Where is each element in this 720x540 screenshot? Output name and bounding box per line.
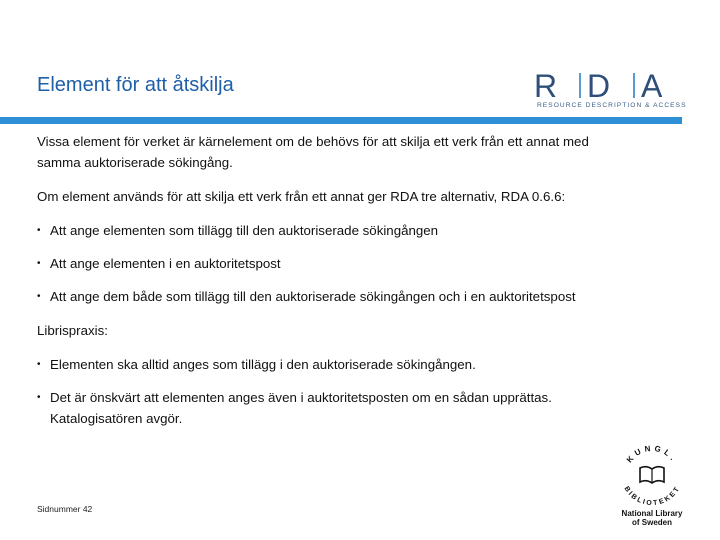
list-item [37,220,612,241]
bullet-icon: • [37,291,41,302]
seal-top-text: KUNGL. [624,443,680,465]
practice-text: Elementen ska alltid anges som tillägg i den auktoriserade sökingången. [50,357,476,372]
library-name [612,509,692,527]
bullet-icon: • [37,359,41,370]
kb-seal-icon [617,438,687,508]
option-text: Att ange elementen i en auktoritetspost [50,256,281,271]
slide-body [37,131,612,441]
list-item [37,286,612,307]
bullet-icon: • [37,225,41,236]
option-text: Att ange dem både som tillägg till den auktoriserade sökingången och i en auktoritetspost [50,289,576,304]
rda-letters-icon [534,70,682,100]
logo-letter-d: D [587,70,611,100]
library-name-line2: of Sweden [631,518,672,527]
paragraph-rda-alternatives: Om element används för att skilja ett verk från ett annat ger RDA tre alternativ, RDA 0.6.6: [37,189,566,204]
library-name-line1: National Library [621,509,683,518]
svg-text:KUNGL. [625,444,680,465]
slide-title: Element för att åtskilja [37,74,234,96]
practice-text: Det är önskvärt att elementen anges även i auktoritetsposten om en sådan upprättas. Katalogisatören avgör. [50,390,552,426]
bullet-icon: • [37,392,41,403]
seal-bottom-text: BIBLIOTEKET [622,485,682,508]
rda-logo [534,70,687,114]
logo-letter-r: R [534,70,558,100]
logo-tagline: RESOURCE DESCRIPTION & ACCESS [537,102,687,109]
svg-text:BIBLIOTEKET [623,485,682,507]
option-text: Att ange elementen som tillägg till den auktoriserade sökingången [50,223,439,238]
list-item [37,253,612,274]
bullet-icon: • [37,258,41,269]
practice-heading: Librispraxis: [37,323,108,338]
slide-number: Sidnummer 42 [37,504,93,514]
logo-letter-a: A [641,70,663,100]
list-item [37,387,612,429]
national-library-logo [612,438,692,530]
title-rule [0,117,682,124]
paragraph-core-elements: Vissa element för verket är kärnelement om de behövs för att skilja ett verk från ett annat med samma auktoriserade sökingång. [37,134,589,170]
list-item [37,354,612,375]
